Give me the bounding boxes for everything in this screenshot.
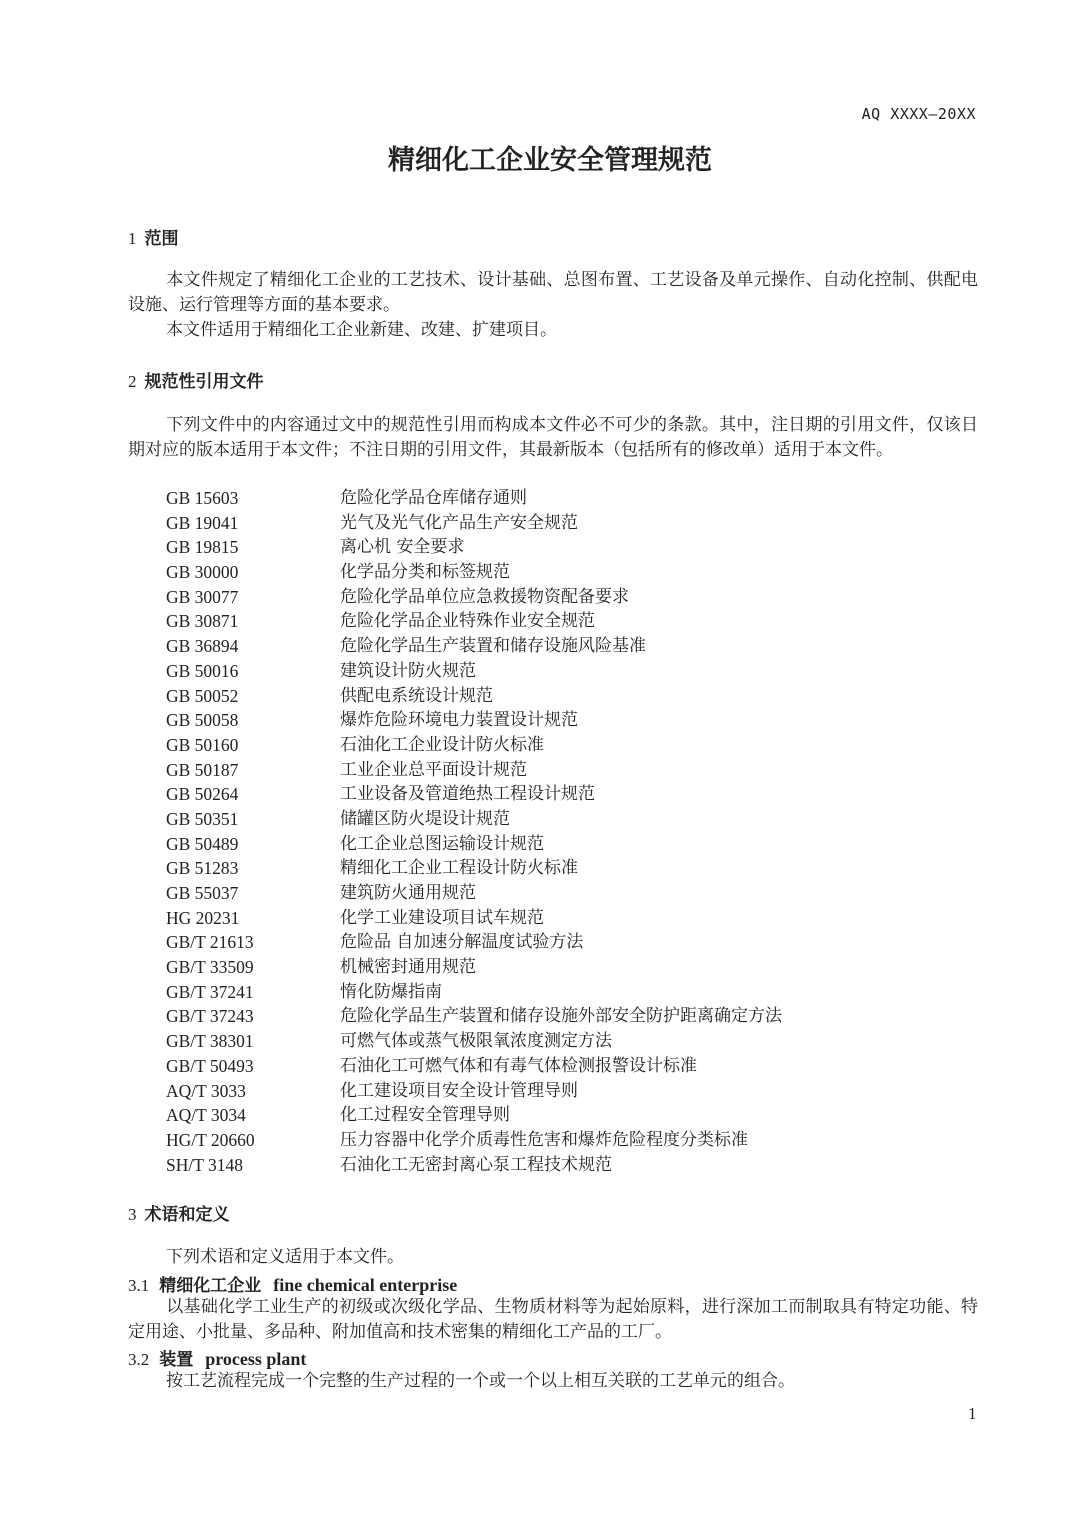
reference-code: GB 50351 xyxy=(166,808,239,829)
reference-title: 化学品分类和标签规范 xyxy=(340,562,510,583)
reference-code: GB 55037 xyxy=(166,883,239,903)
reference-code: HG 20231 xyxy=(166,907,240,928)
paragraph-text: 下列术语和定义适用于本文件。 xyxy=(166,1247,404,1267)
reference-code: GB/T 33509 xyxy=(166,957,254,978)
term-en: process plant xyxy=(205,1349,307,1369)
reference-title: 建筑防火通用规范 xyxy=(340,883,476,903)
reference-code: GB/T 37241 xyxy=(166,981,254,1002)
term-3-1-heading xyxy=(128,1271,457,1296)
reference-title: 离心机 安全要求 xyxy=(340,537,465,558)
page-number: 1 xyxy=(968,1404,977,1423)
reference-item xyxy=(166,782,782,807)
reference-code: GB 15603 xyxy=(166,488,239,508)
paragraph-text: 本文件适用于精细化工企业新建、改建、扩建项目。 xyxy=(166,320,557,340)
reference-item xyxy=(166,634,782,659)
reference-code: GB 36894 xyxy=(166,636,239,657)
reference-item xyxy=(166,535,782,560)
reference-item xyxy=(166,1004,782,1029)
reference-title: 危险化学品企业特殊作业安全规范 xyxy=(340,611,595,632)
term-zh: 精细化工企业 xyxy=(159,1276,262,1296)
section-number: 3 xyxy=(128,1205,137,1224)
reference-code: GB 19041 xyxy=(166,512,239,533)
reference-code: GB/T 50493 xyxy=(166,1055,254,1076)
term-3-2-heading xyxy=(128,1345,306,1370)
reference-title: 危险品 自加速分解温度试验方法 xyxy=(340,932,584,953)
reference-item xyxy=(166,807,782,832)
reference-item xyxy=(166,856,782,881)
paragraph-text: 下列文件中的内容通过文中的规范性引用而构成本文件必不可少的条款。其中，注日期的引用文件，仅该日期对应的版本适用于本文件；不注日期的引用文件，其最新版本（包括所有的修改单）适用于本文件。 xyxy=(128,415,978,460)
reference-item xyxy=(166,733,782,758)
section-1-heading xyxy=(128,224,179,249)
term-number: 3.1 xyxy=(128,1276,150,1295)
reference-title: 化学工业建设项目试车规范 xyxy=(340,907,544,928)
reference-item xyxy=(166,758,782,783)
reference-item xyxy=(166,511,782,536)
reference-code: GB 19815 xyxy=(166,537,239,558)
definition-text: 按工艺流程完成一个完整的生产过程的一个或一个以上相互关联的工艺单元的组合。 xyxy=(166,1371,795,1391)
reference-code: GB 50264 xyxy=(166,784,239,805)
reference-code: GB 50058 xyxy=(166,710,239,731)
section-2-paragraph xyxy=(128,413,978,462)
reference-item xyxy=(166,955,782,980)
reference-code: GB 50016 xyxy=(166,660,239,681)
reference-code: GB 50160 xyxy=(166,734,239,755)
reference-title: 机械密封通用规范 xyxy=(340,957,476,978)
reference-item xyxy=(166,609,782,634)
reference-item xyxy=(166,930,782,955)
reference-title: 石油化工企业设计防火标准 xyxy=(340,734,544,755)
reference-title: 工业企业总平面设计规范 xyxy=(340,759,527,780)
reference-item xyxy=(166,832,782,857)
reference-item xyxy=(166,684,782,709)
reference-item xyxy=(166,659,782,684)
reference-title: 储罐区防火堤设计规范 xyxy=(340,808,510,829)
normative-references-list xyxy=(166,486,782,1177)
section-title: 术语和定义 xyxy=(144,1205,230,1225)
reference-item xyxy=(166,585,782,610)
reference-code: GB/T 37243 xyxy=(166,1006,254,1027)
reference-item xyxy=(166,1103,782,1128)
reference-item xyxy=(166,560,782,585)
reference-code: GB/T 38301 xyxy=(166,1031,254,1052)
reference-code: GB 30871 xyxy=(166,611,239,632)
reference-title: 工业设备及管道绝热工程设计规范 xyxy=(340,784,595,805)
reference-code: HG/T 20660 xyxy=(166,1129,255,1150)
section-3-heading xyxy=(128,1200,230,1225)
reference-code: GB/T 21613 xyxy=(166,932,254,953)
reference-item xyxy=(166,1029,782,1054)
section-title: 范围 xyxy=(144,229,179,249)
reference-code: GB 50187 xyxy=(166,759,239,780)
section-number: 1 xyxy=(128,229,137,248)
reference-title: 压力容器中化学介质毒性危害和爆炸危险程度分类标准 xyxy=(340,1129,748,1150)
reference-item xyxy=(166,1079,782,1104)
document-title: 精细化工企业安全管理规范 xyxy=(388,145,712,176)
term-en: fine chemical enterprise xyxy=(273,1275,458,1295)
reference-item xyxy=(166,906,782,931)
reference-code: AQ/T 3034 xyxy=(166,1105,246,1126)
paragraph-text: 本文件规定了精细化工企业的工艺技术、设计基础、总图布置、工艺设备及单元操作、自动化控制、供配电设施、运行管理等方面的基本要求。 xyxy=(128,270,978,315)
reference-item xyxy=(166,486,782,511)
reference-title: 石油化工无密封离心泵工程技术规范 xyxy=(340,1154,612,1175)
reference-item xyxy=(166,1128,782,1153)
section-title: 规范性引用文件 xyxy=(144,372,264,392)
section-1-paragraph-2 xyxy=(128,318,978,343)
standard-number: AQ XXXX—20XX xyxy=(861,105,976,123)
reference-item xyxy=(166,980,782,1005)
reference-title: 危险化学品仓库储存通则 xyxy=(340,488,527,508)
reference-title: 石油化工可燃气体和有毒气体检测报警设计标准 xyxy=(340,1055,697,1076)
reference-title: 化工建设项目安全设计管理导则 xyxy=(340,1080,578,1101)
reference-title: 可燃气体或蒸气极限氧浓度测定方法 xyxy=(340,1031,612,1052)
reference-title: 化工企业总图运输设计规范 xyxy=(340,833,544,854)
reference-title: 精细化工企业工程设计防火标准 xyxy=(340,858,578,879)
reference-code: GB 50489 xyxy=(166,833,239,854)
term-number: 3.2 xyxy=(128,1350,150,1369)
reference-code: GB 30077 xyxy=(166,586,239,607)
reference-title: 危险化学品生产装置和储存设施外部安全防护距离确定方法 xyxy=(340,1006,782,1027)
section-2-heading xyxy=(128,367,264,392)
reference-title: 危险化学品生产装置和储存设施风险基准 xyxy=(340,636,646,657)
reference-code: AQ/T 3033 xyxy=(166,1080,246,1101)
reference-title: 光气及光气化产品生产安全规范 xyxy=(340,512,578,533)
reference-title: 危险化学品单位应急救援物资配备要求 xyxy=(340,586,629,607)
reference-item xyxy=(166,708,782,733)
reference-item xyxy=(166,1153,782,1178)
term-3-1-definition xyxy=(128,1295,978,1344)
reference-item xyxy=(166,881,782,906)
section-3-paragraph xyxy=(128,1245,978,1270)
section-number: 2 xyxy=(128,372,137,391)
reference-item xyxy=(166,1054,782,1079)
reference-title: 惰化防爆指南 xyxy=(340,981,442,1002)
definition-text: 以基础化学工业生产的初级或次级化学品、生物质材料等为起始原料，进行深加工而制取具有特定功能、特定用途、小批量、多品种、附加值高和技术密集的精细化工产品的工厂。 xyxy=(128,1297,978,1342)
reference-title: 供配电系统设计规范 xyxy=(340,685,493,706)
reference-title: 化工过程安全管理导则 xyxy=(340,1105,510,1126)
reference-code: GB 30000 xyxy=(166,562,239,583)
reference-title: 爆炸危险环境电力装置设计规范 xyxy=(340,710,578,731)
reference-code: GB 50052 xyxy=(166,685,239,706)
section-1-paragraph-1 xyxy=(128,268,978,317)
reference-code: SH/T 3148 xyxy=(166,1154,243,1175)
reference-title: 建筑设计防火规范 xyxy=(340,660,476,681)
term-3-2-definition xyxy=(128,1369,978,1394)
term-zh: 装置 xyxy=(159,1350,194,1370)
reference-code: GB 51283 xyxy=(166,858,239,879)
